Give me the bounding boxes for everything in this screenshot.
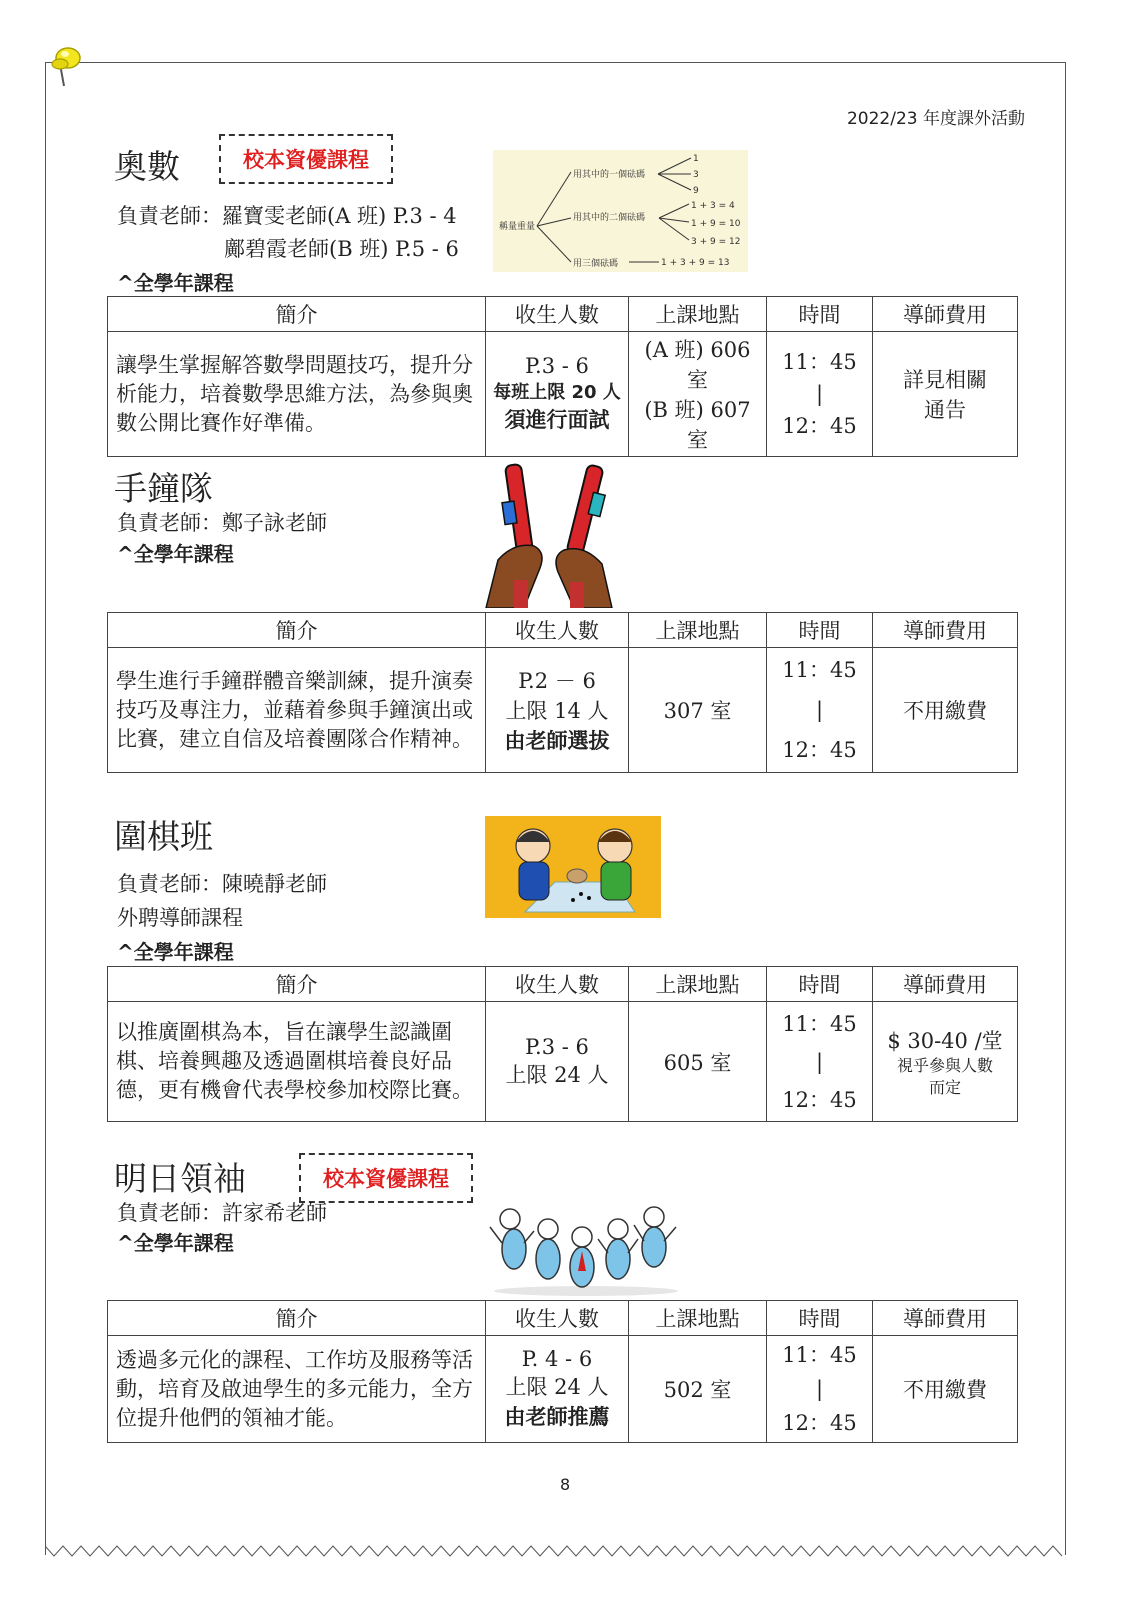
enrolment-cell	[486, 1336, 629, 1443]
enrol-limit: 上限 24 人	[505, 1062, 609, 1087]
diagram-branch-3: 用三個砝碼	[573, 259, 619, 269]
teacher-line: 負責老師：鄭子詠老師	[117, 511, 327, 535]
fee-cell: 不用繳費	[873, 1336, 1018, 1443]
course-table	[107, 1300, 1018, 1443]
column-header: 上課地點	[629, 613, 767, 648]
column-header: 時間	[767, 297, 873, 332]
diagram-leaf: 9	[693, 186, 699, 196]
enrol-note: 由老師選拔	[504, 729, 610, 753]
course-duration: ^全學年課程	[117, 542, 234, 566]
pushpin-icon	[50, 44, 86, 88]
enrolment-cell	[486, 332, 629, 457]
table-header-row	[108, 613, 1018, 648]
gifted-course-tag: 校本資優課程	[299, 1153, 473, 1203]
column-header: 導師費用	[873, 297, 1018, 332]
time-end: 12：45	[782, 1087, 857, 1112]
column-header: 上課地點	[629, 297, 767, 332]
location-cell: 307 室	[629, 648, 767, 773]
fee-line: $ 30-40 /堂	[887, 1028, 1003, 1053]
enrol-note: 須進行面試	[504, 408, 610, 432]
column-header: 收生人數	[486, 613, 629, 648]
course-table	[107, 612, 1018, 773]
diagram-leaf: 1 + 3 = 4	[691, 201, 735, 211]
happy-figures-picture	[488, 1205, 684, 1297]
time-end: 12：45	[782, 1411, 857, 1435]
fee-line: 詳見相關	[903, 368, 987, 392]
fee-cell	[873, 332, 1018, 457]
enrolment-cell	[486, 1002, 629, 1122]
table-header-row	[108, 967, 1018, 1002]
table-row	[108, 1336, 1018, 1443]
column-header: 時間	[767, 1301, 873, 1336]
enrol-grade: P.3 - 6	[525, 354, 589, 378]
diagram-branch-2: 用其中的二個砝碼	[573, 213, 646, 223]
section-title: 奧數	[114, 147, 180, 186]
location-a: (A 班) 606 室	[644, 338, 751, 392]
table-header-row	[108, 1301, 1018, 1336]
time-start: 11：45	[782, 658, 857, 682]
fee-line: 而定	[928, 1077, 961, 1097]
go-players-picture	[485, 816, 661, 918]
column-header: 導師費用	[873, 613, 1018, 648]
column-header: 簡介	[108, 613, 486, 648]
column-header: 收生人數	[486, 297, 629, 332]
column-header: 收生人數	[486, 967, 629, 1002]
enrol-grade: P.2 － 6	[518, 669, 596, 693]
teacher-line: 負責老師：許家希老師	[117, 1201, 327, 1225]
time-end: 12：45	[782, 738, 857, 762]
time-separator: |	[815, 382, 824, 406]
diagram-leaf: 1 + 9 = 10	[691, 219, 741, 229]
time-start: 11：45	[782, 1011, 857, 1036]
column-header: 時間	[767, 967, 873, 1002]
diagram-leaf: 3 + 9 = 12	[691, 237, 741, 247]
enrol-note: 由老師推薦	[504, 1405, 610, 1429]
column-header: 上課地點	[629, 967, 767, 1002]
time-separator: |	[815, 1049, 824, 1074]
section-title: 圍棋班	[114, 817, 213, 856]
teacher-line-2: 外聘導師課程	[117, 906, 243, 930]
diagram-leaf: 3	[693, 170, 699, 180]
time-start: 11：45	[782, 350, 857, 374]
handbells-picture	[484, 460, 614, 608]
enrol-grade: P. 4 - 6	[521, 1347, 593, 1371]
time-cell	[767, 332, 873, 457]
location-cell: 502 室	[629, 1336, 767, 1443]
enrol-limit: 上限 14 人	[505, 699, 609, 723]
table-row	[108, 332, 1018, 457]
diagram-leaf: 1	[693, 154, 699, 164]
fee-cell	[873, 1002, 1018, 1122]
intro-cell: 以推廣圍棋為本，旨在讓學生認識圍棋、培養興趣及透過圍棋培養良好品德，更有機會代表學校參加校際比賽。	[108, 1002, 486, 1122]
section-title: 明日領袖	[114, 1159, 246, 1198]
intro-cell: 透過多元化的課程、工作坊及服務等活動，培育及啟迪學生的多元能力，全方位提升他們的領袖才能。	[108, 1336, 486, 1443]
teacher-line: 負責老師：陳曉靜老師	[117, 872, 327, 896]
time-separator: |	[815, 698, 824, 722]
diagram-branch-1: 用其中的一個砝碼	[573, 170, 646, 180]
intro-cell: 學生進行手鐘群體音樂訓練，提升演奏技巧及專注力，並藉着參與手鐘演出或比賽，建立自信及培養團隊合作精神。	[108, 648, 486, 773]
teacher-line-2: 鄺碧霞老師(B 班) P.5 - 6	[224, 237, 459, 261]
page-number: 8	[560, 1475, 571, 1494]
column-header: 收生人數	[486, 1301, 629, 1336]
time-cell	[767, 1336, 873, 1443]
time-start: 11：45	[782, 1343, 857, 1367]
time-cell	[767, 1002, 873, 1122]
fee-line: 通告	[924, 398, 966, 422]
diagram-leaf: 1 + 3 + 9 = 13	[661, 258, 730, 268]
course-duration: ^全學年課程	[117, 271, 234, 295]
column-header: 導師費用	[873, 1301, 1018, 1336]
section-title: 手鐘隊	[114, 469, 213, 508]
page-zigzag-edge	[45, 1542, 1067, 1562]
enrol-limit: 每班上限 20 人	[493, 382, 621, 403]
course-duration: ^全學年課程	[117, 940, 234, 964]
table-row	[108, 1002, 1018, 1122]
column-header: 簡介	[108, 1301, 486, 1336]
location-cell: 605 室	[629, 1002, 767, 1122]
teacher-line: 負責老師：羅寶雯老師(A 班) P.3 - 4	[117, 204, 457, 228]
page-frame-top	[45, 62, 1065, 63]
time-separator: |	[815, 1377, 824, 1401]
course-duration: ^全學年課程	[117, 1231, 234, 1255]
enrol-limit: 上限 24 人	[505, 1375, 609, 1399]
fee-cell: 不用繳費	[873, 648, 1018, 773]
table-row	[108, 648, 1018, 773]
page-frame-right	[1065, 62, 1066, 1555]
enrol-grade: P.3 - 6	[525, 1034, 589, 1059]
column-header: 導師費用	[873, 967, 1018, 1002]
enrolment-cell	[486, 648, 629, 773]
location-cell	[629, 332, 767, 457]
table-header-row	[108, 297, 1018, 332]
weights-tree-diagram	[493, 150, 748, 272]
diagram-root-label: 稱量重量	[499, 222, 536, 232]
page-header: 2022/23 年度課外活動	[846, 109, 1025, 129]
location-b: (B 班) 607 室	[644, 398, 751, 452]
course-table	[107, 296, 1018, 457]
course-table	[107, 966, 1018, 1122]
intro-cell: 讓學生掌握解答數學問題技巧，提升分析能力，培養數學思維方法，為參與奧數公開比賽作好準備。	[108, 332, 486, 457]
column-header: 時間	[767, 613, 873, 648]
fee-line: 視乎參與人數	[896, 1055, 993, 1075]
time-cell	[767, 648, 873, 773]
time-end: 12：45	[782, 414, 857, 438]
column-header: 上課地點	[629, 1301, 767, 1336]
gifted-course-tag: 校本資優課程	[219, 134, 393, 184]
page-frame-left	[45, 62, 46, 1555]
column-header: 簡介	[108, 967, 486, 1002]
column-header: 簡介	[108, 297, 486, 332]
